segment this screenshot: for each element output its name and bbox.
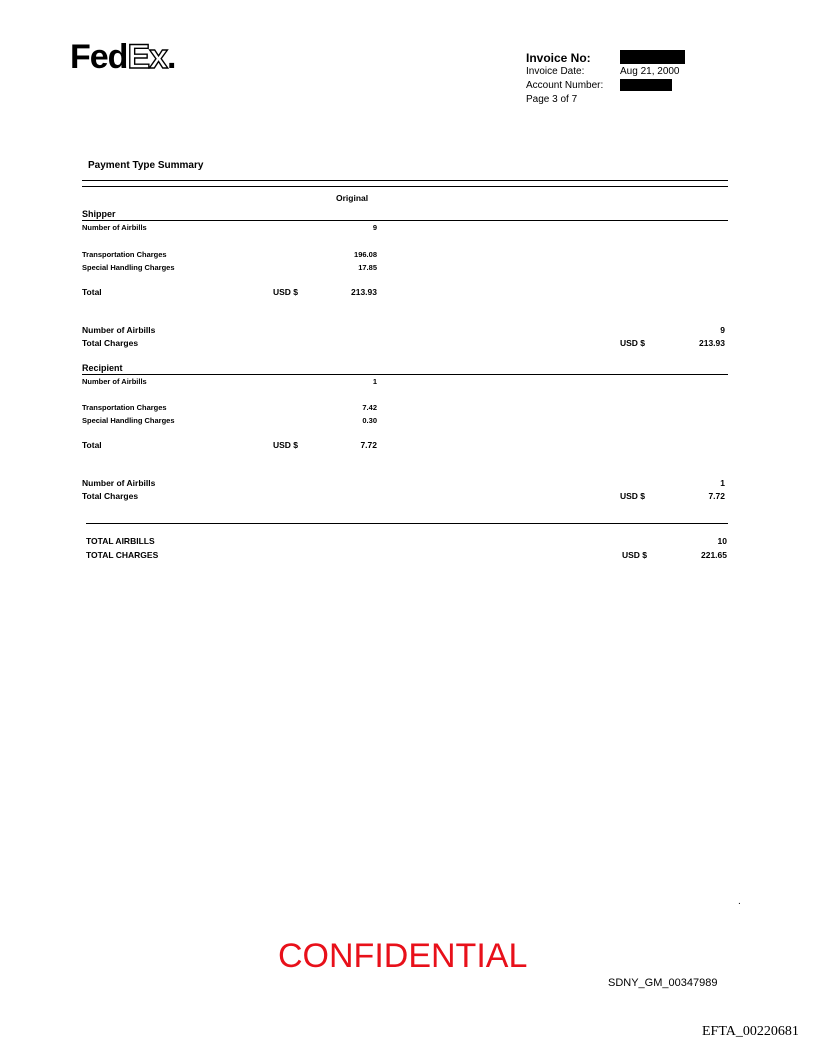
- recipient-sum-charges-currency: USD $: [620, 491, 646, 501]
- recipient-total-label: Total: [82, 440, 102, 450]
- logo-fed-text: Fed: [70, 38, 128, 76]
- shipper-airbills-label: Number of Airbills: [82, 223, 147, 232]
- recipient-special-label: Special Handling Charges: [82, 416, 175, 425]
- shipper-transport-label: Transportation Charges: [82, 250, 167, 259]
- shipper-total-value: 213.93: [351, 287, 377, 297]
- bates-number: SDNY_GM_00347989: [608, 977, 718, 989]
- shipper-total-currency: USD $: [273, 287, 299, 297]
- total-charges-label: TOTAL CHARGES: [86, 550, 159, 560]
- total-airbills-label: TOTAL AIRBILLS: [86, 536, 155, 546]
- recipient-heading: Recipient: [82, 363, 123, 373]
- recipient-special-value: 0.30: [362, 416, 377, 425]
- grand-total-divider: [86, 523, 728, 524]
- efta-number: EFTA_00220681: [702, 1024, 799, 1039]
- recipient-sum-airbills-label: Number of Airbills: [82, 478, 156, 488]
- stray-dot: .: [738, 896, 741, 907]
- shipper-sum-charges-value: 213.93: [699, 338, 725, 348]
- page-indicator: Page 3 of 7: [526, 94, 578, 105]
- divider-top-1: [82, 180, 728, 181]
- shipper-sum-charges-label: Total Charges: [82, 338, 139, 348]
- recipient-sum-charges-value: 7.72: [708, 491, 725, 501]
- divider-top-2: [82, 186, 728, 187]
- invoice-date-value: Aug 21, 2000: [620, 66, 680, 77]
- account-number-redaction: [620, 79, 672, 91]
- shipper-special-value: 17.85: [358, 263, 377, 272]
- recipient-divider: [82, 374, 728, 375]
- shipper-airbills-value: 9: [372, 223, 377, 232]
- recipient-transport-label: Transportation Charges: [82, 403, 167, 412]
- shipper-sum-airbills-value: 9: [720, 325, 725, 335]
- shipper-divider: [82, 220, 728, 221]
- shipper-heading: Shipper: [82, 209, 116, 219]
- shipper-total-label: Total: [82, 287, 102, 297]
- account-number-label: Account Number:: [526, 80, 604, 91]
- column-header-original: Original: [336, 193, 369, 203]
- logo-ex-text: Ex: [127, 38, 168, 76]
- total-charges-currency: USD $: [622, 550, 648, 560]
- recipient-total-value: 7.72: [360, 440, 377, 450]
- shipper-sum-airbills-label: Number of Airbills: [82, 325, 156, 335]
- total-airbills-value: 10: [717, 536, 727, 546]
- shipper-special-label: Special Handling Charges: [82, 263, 175, 272]
- fedex-logo: [70, 40, 176, 74]
- recipient-sum-charges-label: Total Charges: [82, 491, 139, 501]
- recipient-sum-airbills-value: 1: [720, 478, 725, 488]
- recipient-transport-value: 7.42: [362, 403, 377, 412]
- logo-dot: .: [167, 38, 176, 76]
- shipper-sum-charges-currency: USD $: [620, 338, 646, 348]
- recipient-airbills-label: Number of Airbills: [82, 377, 147, 386]
- recipient-total-currency: USD $: [273, 440, 299, 450]
- invoice-no-label: Invoice No:: [526, 51, 591, 65]
- confidential-stamp: CONFIDENTIAL: [278, 937, 528, 975]
- total-charges-value: 221.65: [701, 550, 727, 560]
- shipper-transport-value: 196.08: [354, 250, 377, 259]
- invoice-date-label: Invoice Date:: [526, 66, 585, 77]
- section-title: Payment Type Summary: [88, 160, 204, 171]
- invoice-no-redaction: [620, 50, 685, 64]
- recipient-airbills-value: 1: [372, 377, 377, 386]
